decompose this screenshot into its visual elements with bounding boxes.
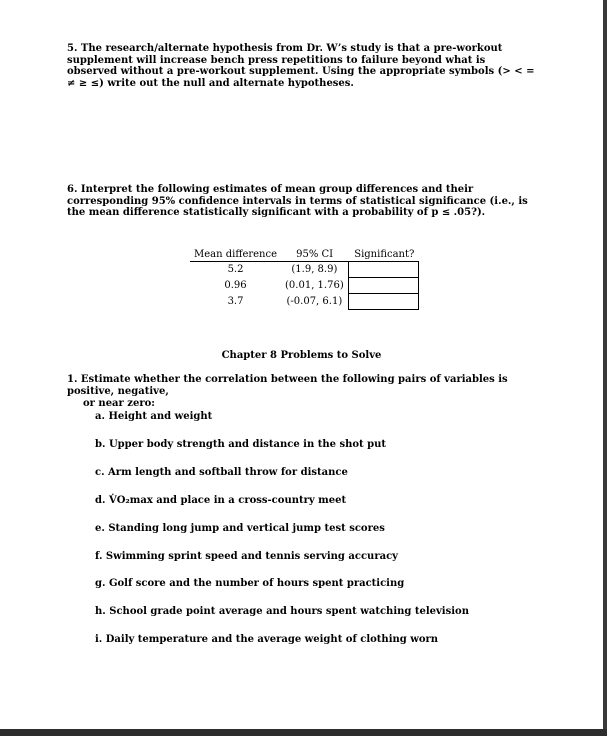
mean-difference-cell: 3.7	[227, 296, 244, 307]
window-right-edge	[603, 0, 607, 736]
list-item: f. Swimming sprint speed and tennis serving accuracy	[95, 551, 398, 562]
window-bottom-strip	[0, 729, 607, 736]
list-item: b. Upper body strength and distance in the shot put	[95, 439, 387, 450]
mean-difference-cell: 0.96	[224, 280, 247, 291]
mean-difference-cell: 5.2	[227, 264, 244, 276]
significant-answer-box[interactable]	[348, 294, 418, 310]
list-item: a. Height and weight	[95, 411, 213, 422]
ci-table	[190, 248, 419, 310]
chapter-8-title: Chapter 8 Problems to Solve	[221, 350, 382, 361]
table-row	[190, 262, 418, 278]
list-item: g. Golf score and the number of hours spent practicing	[95, 578, 405, 589]
header-95-ci: 95% CI	[281, 248, 348, 262]
ci-cell: (0.01, 1.76)	[285, 280, 344, 291]
header-mean-difference: Mean difference	[190, 248, 281, 262]
problem-1	[67, 374, 547, 410]
list-item: i. Daily temperature and the average weight of clothing worn	[95, 634, 439, 645]
question-6: 6. Interpret the following estimates of mean group differences and their corresponding 95% confidence intervals in terms of statistical significance (i.e., is the mean difference statistically significant with a probability of p ≤ .05?).	[67, 184, 528, 219]
list-item: c. Arm length and softball throw for distance	[95, 467, 348, 478]
problem-1-line-1: 1. Estimate whether the correlation between the following pairs of variables is positive, negative,	[67, 374, 508, 397]
list-item: d. V̇O₂max and place in a cross-country meet	[95, 495, 347, 506]
question-5: 5. The research/alternate hypothesis from Dr. W’s study is that a pre-workout supplement will increase bench press repetitions to failure beyond what is observed without a pre-workout supplement. Using the appropriate symbols (> < = ≠ ≥ ≤) write out the null and alternate hypotheses.	[67, 43, 535, 89]
significant-answer-box[interactable]	[348, 262, 418, 278]
table-row	[190, 294, 418, 310]
ci-table-header-row	[190, 248, 418, 262]
significant-answer-box[interactable]	[348, 278, 418, 294]
ci-cell: (-0.07, 6.1)	[286, 296, 343, 307]
table-row	[190, 278, 418, 294]
problem-1-line-2: or near zero:	[83, 398, 155, 409]
list-item: h. School grade point average and hours spent watching television	[95, 606, 469, 617]
ci-cell: (1.9, 8.9)	[291, 264, 338, 276]
header-significant: Significant?	[348, 248, 418, 262]
list-item: e. Standing long jump and vertical jump test scores	[95, 523, 385, 534]
